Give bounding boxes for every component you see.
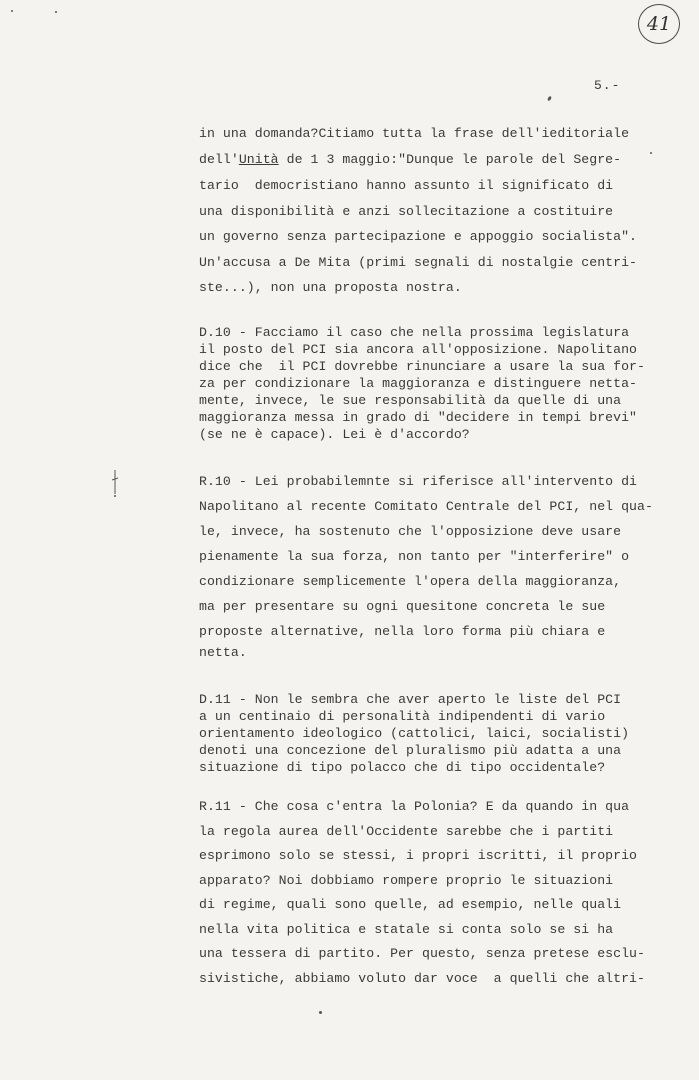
text-line: pienamente la sua forza, non tanto per "interferire" o [199, 549, 630, 564]
text-line: dell'Unità de 1 3 maggio:"Dunque le parole del Segre- [199, 152, 622, 167]
underlined-word: Unità [238, 152, 279, 167]
text-line: R.11 - Che cosa c'entra la Polonia? E da quando in qua [199, 799, 630, 814]
text-line: Napolitano al recente Comitato Centrale del PCI, nel qua- [199, 499, 653, 514]
text-line: D.11 - Non le sembra che aver aperto le liste del PCI [199, 692, 622, 707]
ink-speck [650, 152, 652, 154]
text-line: a un centinaio di personalità indipendenti di vario [199, 709, 606, 724]
text-line: situazione di tipo polacco che di tipo occidentale? [199, 760, 606, 775]
text-line: proposte alternative, nella loro forma più chiara e [199, 624, 606, 639]
text-line: una disponibilità e anzi sollecitazione a costituire [199, 204, 614, 219]
text-line: denoti una concezione del pluralismo più adatta a una [199, 743, 622, 758]
text-line: mente, invece, le sue responsabilità da quelle di una [199, 393, 622, 408]
page-stamp [638, 4, 680, 44]
text-line: di regime, quali sono quelle, ad esempio, nelle quali [199, 897, 622, 912]
ink-speck [547, 96, 552, 102]
margin-mark-icon [110, 470, 120, 498]
text-line: una tessera di partito. Per questo, senza pretese esclu- [199, 946, 645, 961]
text-line: le, invece, ha sostenuto che l'opposizione deve usare [199, 524, 622, 539]
text-line: Un'accusa a De Mita (primi segnali di nostalgie centri- [199, 255, 638, 270]
text-line: ste...), non una proposta nostra. [199, 280, 462, 295]
text-line: la regola aurea dell'Occidente sarebbe che i partiti [199, 824, 614, 839]
text-line: in una domanda?Citiamo tutta la frase dell'ieditoriale [199, 126, 630, 141]
text-line: D.10 - Facciamo il caso che nella prossima legislatura [199, 325, 630, 340]
text-line: (se ne è capace). Lei è d'accordo? [199, 427, 470, 442]
text-line: tario democristiano hanno assunto il significato di [199, 178, 614, 193]
ink-speck [11, 10, 13, 12]
text-line: il posto del PCI sia ancora all'opposizione. Napolitano [199, 342, 638, 357]
text-line: maggioranza messa in grado di "decidere in tempi brevi" [199, 410, 638, 425]
text-line: orientamento ideologico (cattolici, laici, socialisti) [199, 726, 630, 741]
text-line: ma per presentare su ogni quesitone concreta le sue [199, 599, 606, 614]
text-line: R.10 - Lei probabilemnte si riferisce all'intervento di [199, 474, 638, 489]
text-line: nella vita politica e statale si conta solo se si ha [199, 922, 614, 937]
ink-speck [55, 11, 57, 13]
text-line: sivistiche, abbiamo voluto dar voce a quelli che altri- [199, 971, 645, 986]
stamp-number: 41 [646, 13, 672, 35]
text-line: dice che il PCI dovrebbe rinunciare a usare la sua for- [199, 359, 645, 374]
text-line: za per condizionare la maggioranza e distinguere netta- [199, 376, 638, 391]
text-line: apparato? Noi dobbiamo rompere proprio le situazioni [199, 873, 614, 888]
text-line: un governo senza partecipazione e appoggio socialista". [199, 229, 638, 244]
text-line: netta. [199, 645, 247, 660]
text-line: condizionare semplicemente l'opera della maggioranza, [199, 574, 622, 589]
page-number: 5.- [594, 78, 621, 93]
text-line: esprimono solo se stessi, i propri iscritti, il proprio [199, 848, 638, 863]
ink-speck [319, 1011, 322, 1014]
